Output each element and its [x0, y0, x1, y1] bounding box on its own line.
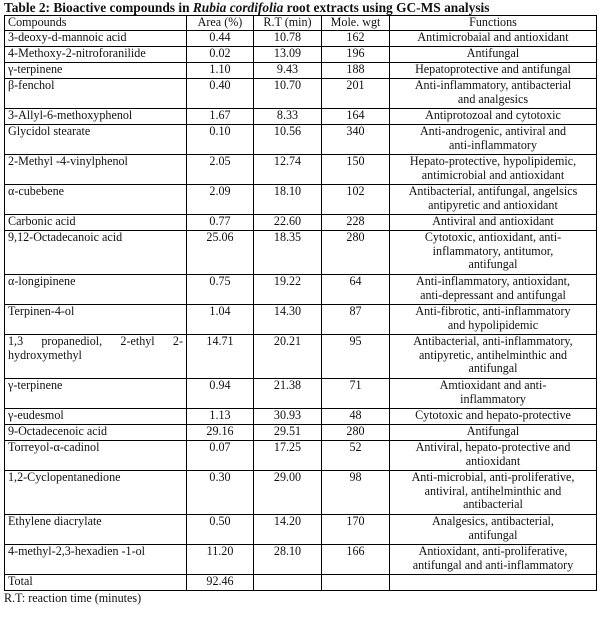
table-footnote: R.T: reaction time (minutes) — [4, 591, 142, 605]
functions-line: and analgesics — [457, 91, 529, 106]
table-row — [5, 335, 597, 379]
molecular-weight: 64 — [322, 275, 390, 305]
caption-species: Rubia cordifolia — [192, 0, 284, 15]
molecular-weight: 48 — [322, 409, 390, 425]
header-rt: R.T (min) — [254, 16, 322, 31]
compound-name — [5, 335, 187, 379]
molecular-weight: 52 — [322, 441, 390, 471]
compound-name: 3-deoxy-d-mannoic acid — [5, 31, 187, 47]
molecular-weight: 164 — [322, 109, 390, 125]
functions-line: Hepato-protective, hypolipidemic, — [409, 154, 577, 168]
functions-line: Antioxidant, anti-proliferative, — [418, 544, 568, 558]
retention-time: 17.25 — [254, 441, 322, 471]
functions-line: antifungal — [468, 527, 518, 542]
table-row — [5, 425, 597, 441]
area-percent: 0.02 — [187, 47, 254, 63]
functions-line: Antimicrobaial and antioxidant — [417, 30, 569, 44]
functions-line: inflammatory — [460, 391, 526, 406]
compound-name: γ-eudesmol — [5, 409, 187, 425]
compound-name: Ethylene diacrylate — [5, 515, 187, 545]
area-percent: 0.30 — [187, 471, 254, 515]
table-row — [5, 125, 597, 155]
functions — [390, 79, 597, 109]
area-percent: 0.77 — [187, 215, 254, 231]
retention-time: 21.38 — [254, 379, 322, 409]
functions-line: antifungal and anti-inflammatory — [412, 557, 574, 572]
functions — [390, 425, 597, 441]
total-row — [5, 575, 597, 591]
table-caption — [4, 0, 596, 15]
area-percent: 1.13 — [187, 409, 254, 425]
compound-name-line: hydroxymethyl — [8, 347, 82, 362]
table-row — [5, 231, 597, 275]
compound-name: 1,2-Cyclopentanedione — [5, 471, 187, 515]
compound-name-line: 1,3 propanediol, 2-ethyl 2- — [8, 334, 183, 348]
table-row — [5, 47, 597, 63]
molecular-weight: 162 — [322, 31, 390, 47]
molecular-weight: 98 — [322, 471, 390, 515]
functions — [390, 441, 597, 471]
area-percent: 0.44 — [187, 31, 254, 47]
compound-name: Carbonic acid — [5, 215, 187, 231]
area-percent: 2.09 — [187, 185, 254, 215]
header-functions: Functions — [390, 16, 597, 31]
area-percent: 0.94 — [187, 379, 254, 409]
functions-line: and hypolipidemic — [447, 317, 539, 332]
functions — [390, 63, 597, 79]
functions — [390, 515, 597, 545]
compound-name: Torreyol-α-cadinol — [5, 441, 187, 471]
molecular-weight: 201 — [322, 79, 390, 109]
retention-time: 12.74 — [254, 155, 322, 185]
functions-line: Antibacterial, antifungal, angelsics — [408, 184, 578, 198]
area-percent: 0.40 — [187, 79, 254, 109]
retention-time: 14.20 — [254, 515, 322, 545]
retention-time: 20.21 — [254, 335, 322, 379]
caption-suffix: root extracts using GC-MS analysis — [283, 0, 490, 15]
functions — [390, 31, 597, 47]
compound-name: Glycidol stearate — [5, 125, 187, 155]
table-row — [5, 109, 597, 125]
functions-line: Anti-androgenic, antiviral and — [419, 124, 567, 138]
retention-time: 28.10 — [254, 545, 322, 575]
molecular-weight: 71 — [322, 379, 390, 409]
functions — [390, 409, 597, 425]
retention-time: 22.60 — [254, 215, 322, 231]
compound-name: α-longipinene — [5, 275, 187, 305]
functions-line: Antifungal — [466, 46, 520, 60]
molecular-weight: 102 — [322, 185, 390, 215]
functions-line: anti-depressant and antifungal — [420, 287, 566, 302]
functions — [390, 47, 597, 63]
molecular-weight: 87 — [322, 305, 390, 335]
area-percent: 1.04 — [187, 305, 254, 335]
table-row — [5, 155, 597, 185]
area-percent: 0.50 — [187, 515, 254, 545]
retention-time: 19.22 — [254, 275, 322, 305]
molecular-weight: 340 — [322, 125, 390, 155]
header-row — [5, 16, 597, 31]
molecular-weight: 166 — [322, 545, 390, 575]
functions-line: antifungal — [468, 257, 518, 272]
compound-name: 4-methyl-2,3-hexadien -1-ol — [5, 545, 187, 575]
caption-prefix: Table 2: Bioactive compounds in — [4, 0, 193, 15]
table-row — [5, 471, 597, 515]
functions-line: Hepatoprotective and antifungal — [415, 62, 571, 76]
retention-time: 13.09 — [254, 47, 322, 63]
functions-line: Cytotoxic and hepato-protective — [415, 408, 571, 422]
compound-name: α-cubebene — [5, 185, 187, 215]
area-percent: 29.16 — [187, 425, 254, 441]
functions — [390, 185, 597, 215]
area-percent: 0.75 — [187, 275, 254, 305]
functions-line: Antibacterial, anti-inflammatory, — [413, 334, 573, 348]
table-row — [5, 63, 597, 79]
retention-time: 30.93 — [254, 409, 322, 425]
functions-line: Antiprotozoal and cytotoxic — [425, 108, 561, 122]
functions-line: antioxidant — [465, 453, 521, 468]
functions — [390, 545, 597, 575]
total-label: Total — [5, 575, 187, 591]
molecular-weight: 196 — [322, 47, 390, 63]
table-row — [5, 215, 597, 231]
functions-line: antipyretic, antihelminthic and — [418, 347, 568, 362]
retention-time: 29.00 — [254, 471, 322, 515]
retention-time: 10.56 — [254, 125, 322, 155]
functions-line: Antifungal — [466, 424, 520, 438]
functions-line: antiviral, antihelminthic and — [424, 483, 562, 498]
functions — [390, 215, 597, 231]
total-empty-cell — [254, 575, 322, 591]
functions-line: antimicrobial and antioxidant — [421, 167, 565, 182]
molecular-weight: 170 — [322, 515, 390, 545]
functions-line: anti-inflammatory — [449, 137, 537, 152]
area-percent: 2.05 — [187, 155, 254, 185]
area-percent: 11.20 — [187, 545, 254, 575]
table-row — [5, 305, 597, 335]
functions-line: antibacterial — [463, 497, 523, 512]
functions-line: Antiviral, hepato-protective and — [415, 440, 571, 454]
compound-name: γ-terpinene — [5, 63, 187, 79]
table-row — [5, 545, 597, 575]
retention-time: 10.78 — [254, 31, 322, 47]
compound-name: 4-Methoxy-2-nitroforanilide — [5, 47, 187, 63]
functions — [390, 305, 597, 335]
header-mole-wgt: Mole. wgt — [322, 16, 390, 31]
table-figure — [4, 0, 596, 606]
retention-time: 18.10 — [254, 185, 322, 215]
compound-name: 9-Octadecenoic acid — [5, 425, 187, 441]
compound-name: 2-Methyl -4-vinylphenol — [5, 155, 187, 185]
compound-name: β-fenchol — [5, 79, 187, 109]
functions-line: antipyretic and antioxidant — [428, 197, 558, 212]
table-row — [5, 409, 597, 425]
functions — [390, 231, 597, 275]
table-row — [5, 185, 597, 215]
total-empty-cell — [322, 575, 390, 591]
functions — [390, 109, 597, 125]
table-row — [5, 275, 597, 305]
total-area: 92.46 — [187, 575, 254, 591]
functions-line: Analgesics, antibacterial, — [432, 514, 554, 528]
area-percent: 1.67 — [187, 109, 254, 125]
table-row — [5, 379, 597, 409]
area-percent: 0.10 — [187, 125, 254, 155]
compound-name: 9,12-Octadecanoic acid — [5, 231, 187, 275]
functions — [390, 155, 597, 185]
molecular-weight: 280 — [322, 425, 390, 441]
functions — [390, 471, 597, 515]
functions-line: Anti-microbial, anti-proliferative, — [411, 470, 575, 484]
functions-line: Cytotoxic, antioxidant, anti- — [424, 230, 562, 244]
functions-line: Anti-fibrotic, anti-inflammatory — [415, 304, 571, 318]
table-row — [5, 441, 597, 471]
functions-line: inflammatory, antitumor, — [432, 243, 554, 258]
compound-name: Terpinen-4-ol — [5, 305, 187, 335]
retention-time: 18.35 — [254, 231, 322, 275]
molecular-weight: 228 — [322, 215, 390, 231]
table-row — [5, 515, 597, 545]
functions-line: Anti-inflammatory, antioxidant, — [415, 274, 571, 288]
molecular-weight: 280 — [322, 231, 390, 275]
functions-line: Antiviral and antioxidant — [432, 214, 554, 228]
area-percent: 1.10 — [187, 63, 254, 79]
retention-time: 14.30 — [254, 305, 322, 335]
table-row — [5, 31, 597, 47]
area-percent: 0.07 — [187, 441, 254, 471]
functions-line: Amtioxidant and anti- — [439, 378, 547, 392]
header-area: Area (%) — [187, 16, 254, 31]
total-empty-cell — [390, 575, 597, 591]
area-percent: 25.06 — [187, 231, 254, 275]
functions — [390, 275, 597, 305]
functions-line: antifungal — [468, 361, 518, 376]
molecular-weight: 188 — [322, 63, 390, 79]
functions — [390, 335, 597, 379]
retention-time: 8.33 — [254, 109, 322, 125]
compound-name: 3-Allyl-6-methoxyphenol — [5, 109, 187, 125]
retention-time: 29.51 — [254, 425, 322, 441]
retention-time: 10.70 — [254, 79, 322, 109]
molecular-weight: 150 — [322, 155, 390, 185]
retention-time: 9.43 — [254, 63, 322, 79]
area-percent: 14.71 — [187, 335, 254, 379]
functions — [390, 379, 597, 409]
table-row — [5, 79, 597, 109]
functions-line: Anti-inflammatory, antibacterial — [414, 78, 572, 92]
functions — [390, 125, 597, 155]
compound-name: γ-terpinene — [5, 379, 187, 409]
molecular-weight: 95 — [322, 335, 390, 379]
table-body — [5, 31, 597, 575]
header-compounds: Compounds — [5, 16, 187, 31]
compounds-table — [4, 15, 597, 591]
